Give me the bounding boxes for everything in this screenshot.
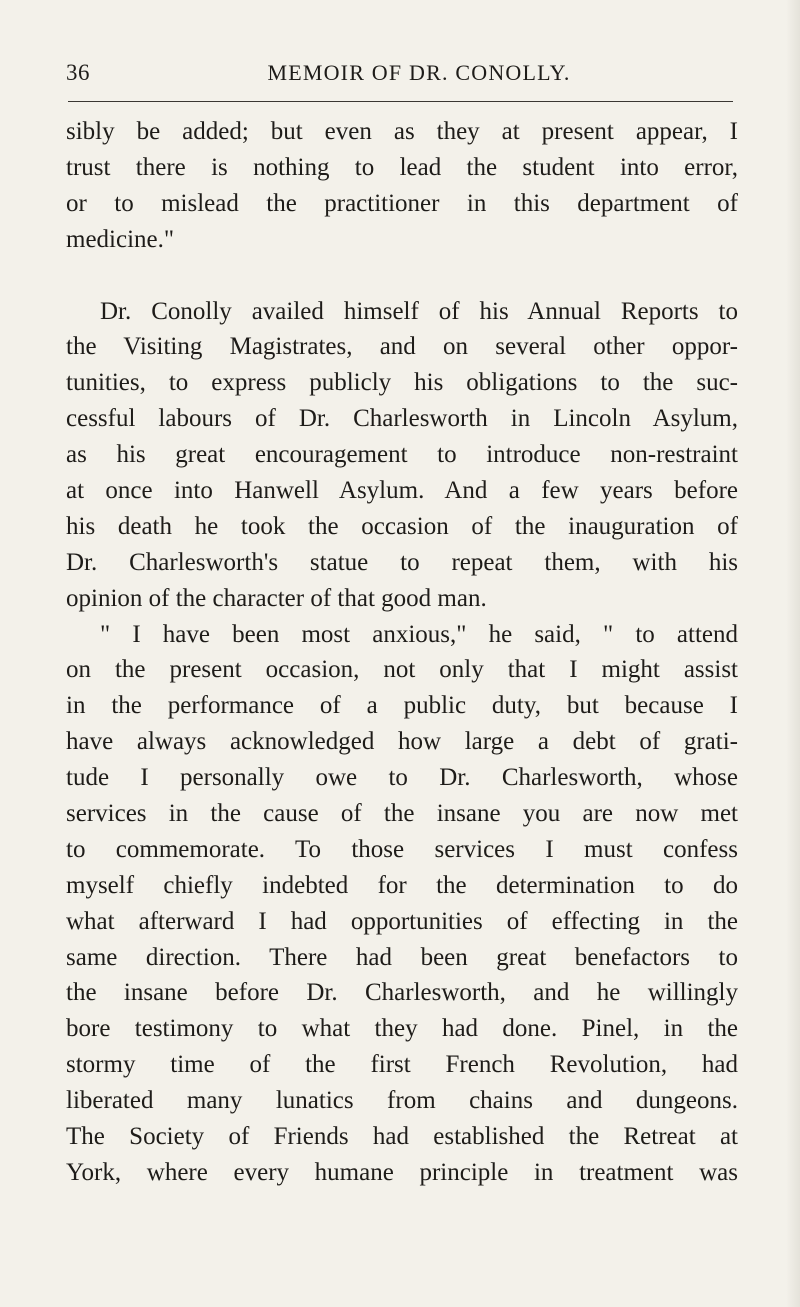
text-line: have always acknowledged how large a debt of grati- bbox=[66, 728, 738, 756]
text-line: sibly be added; but even as they at present appear, I bbox=[66, 118, 738, 145]
text-line: same direction. There had been great benefactors to bbox=[66, 943, 738, 971]
text-line: tunities, to express publicly his obligations to the suc- bbox=[66, 369, 738, 397]
text-line: the insane before Dr. Charlesworth, and he willingly bbox=[66, 979, 738, 1007]
paragraph-1 bbox=[66, 114, 738, 258]
text-line: " I have been most anxious," he said, " to attend bbox=[100, 620, 738, 648]
text-line: or to mislead the practitioner in this department of bbox=[66, 189, 738, 217]
header-rule bbox=[68, 101, 733, 102]
text-line: Dr. Charlesworth's statue to repeat them, with his bbox=[66, 548, 738, 576]
text-line: tude I personally owe to Dr. Charlesworth, whose bbox=[66, 764, 738, 792]
text-line: his death he took the occasion of the inauguration of bbox=[66, 512, 738, 540]
page-edge-shadow bbox=[786, 0, 800, 1307]
text-line: what afterward I had opportunities of effecting in the bbox=[66, 907, 738, 935]
text-line: the Visiting Magistrates, and on several other oppor- bbox=[66, 333, 738, 361]
paragraph-2 bbox=[66, 294, 738, 1191]
text-line: bore testimony to what they had done. Pinel, in the bbox=[66, 1015, 738, 1043]
text-line: cessful labours of Dr. Charlesworth in Lincoln Asylum, bbox=[66, 405, 738, 433]
text-line: trust there is nothing to lead the student into error, bbox=[66, 153, 738, 181]
text-line: stormy time of the first French Revolution, had bbox=[66, 1051, 738, 1079]
text-line: liberated many lunatics from chains and dungeons. bbox=[66, 1087, 738, 1115]
text-line: Dr. Conolly availed himself of his Annual Reports to bbox=[100, 297, 738, 325]
text-line: at once into Hanwell Asylum. And a few years before bbox=[66, 477, 738, 505]
text-line: myself chiefly indebted for the determination to do bbox=[66, 871, 738, 899]
page-number: 36 bbox=[66, 60, 90, 85]
text-line: as his great encouragement to introduce non-restraint bbox=[66, 441, 738, 469]
text-line: services in the cause of the insane you are now met bbox=[66, 800, 738, 828]
running-head: MEMOIR OF DR. CONOLLY. bbox=[267, 60, 571, 85]
text-line: medicine." bbox=[66, 225, 175, 253]
text-line: in the performance of a public duty, but because I bbox=[66, 692, 738, 720]
body-text bbox=[66, 114, 738, 1191]
text-line: opinion of the character of that good man. bbox=[66, 584, 487, 612]
text-line: to commemorate. To those services I must confess bbox=[66, 835, 738, 863]
page-header bbox=[66, 56, 734, 92]
text-line: on the present occasion, not only that I might assist bbox=[66, 656, 738, 684]
text-line: The Society of Friends had established the Retreat at bbox=[66, 1123, 738, 1151]
paragraph-gap bbox=[66, 258, 738, 294]
text-line: York, where every humane principle in treatment was bbox=[66, 1158, 738, 1186]
